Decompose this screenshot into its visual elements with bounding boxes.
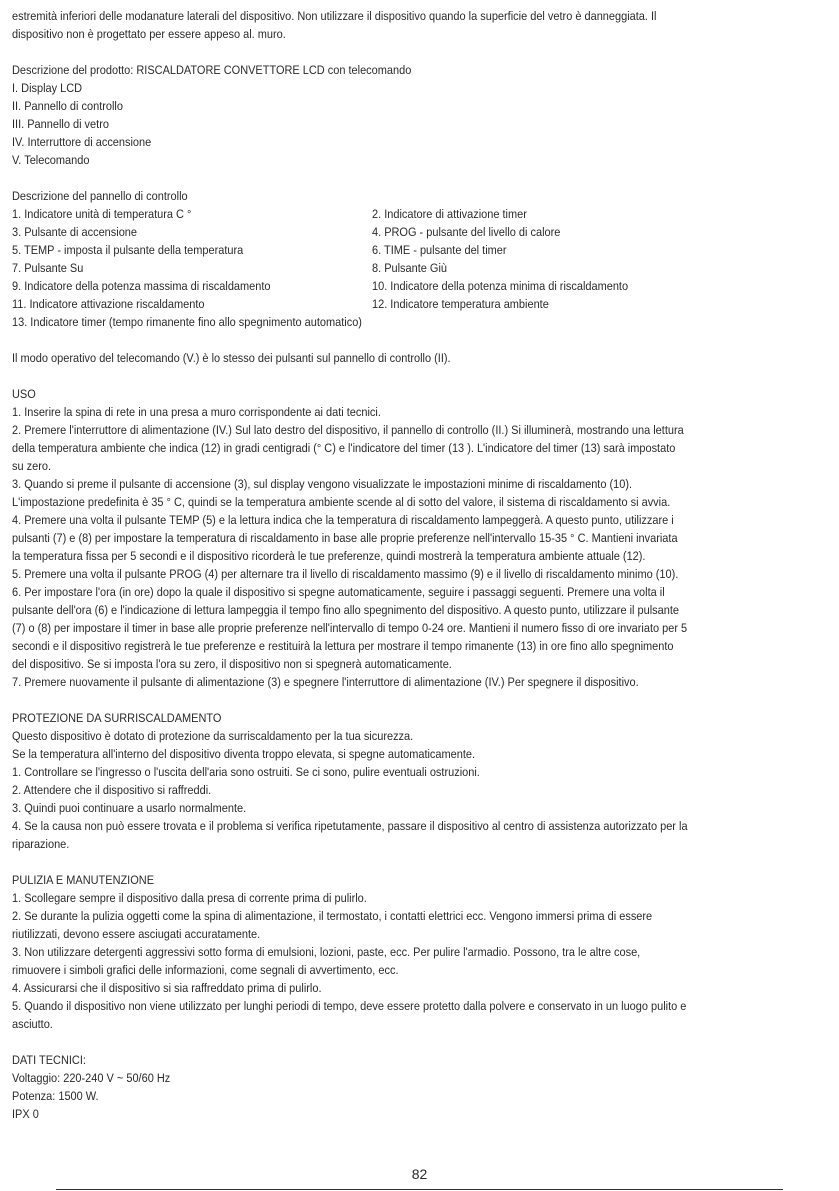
text-line: 2. Se durante la pulizia oggetti come la spina di alimentazione, il termostato, i contatti elettrici ecc. Vengono immersi prima di essere: [12, 909, 653, 923]
protezione-section: [12, 709, 827, 853]
text-line: dispositivo non è progettato per essere appeso al. muro.: [12, 27, 286, 41]
control-item: 2. Indicatore di attivazione timer: [372, 207, 527, 221]
control-panel-row: [12, 223, 827, 241]
remote-note: Il modo operativo del telecomando (V.) è lo stesso dei pulsanti sul pannello di controllo (II).: [12, 351, 451, 365]
control-panel-row: [12, 295, 827, 313]
text-line: 4. Se la causa non può essere trovata e il problema si verifica ripetutamente, passare il dispositivo al centro di assistenza autorizzato per la: [12, 819, 688, 833]
control-item: 1. Indicatore unità di temperatura C °: [12, 207, 192, 221]
control-panel-heading: Descrizione del pannello di controllo: [12, 189, 188, 203]
text-line: Questo dispositivo è dotato di protezione da surriscaldamento per la tua sicurezza.: [12, 729, 414, 743]
text-line: 1. Controllare se l'ingresso o l'uscita dell'aria sono ostruiti. Se ci sono, pulire eventuali ostruzioni.: [12, 765, 480, 779]
text-line: 3. Quando si preme il pulsante di accensione (3), sul display vengono visualizzate le impostazioni minime di riscaldamento (10).: [12, 477, 633, 491]
dati-heading: DATI TECNICI:: [12, 1053, 86, 1067]
text-line: IPX 0: [12, 1107, 39, 1121]
control-item: 5. TEMP - imposta il pulsante della temperatura: [12, 243, 244, 257]
document-page: [12, 7, 827, 1123]
text-line: (7) o (8) per impostare il timer in base alle proprie preferenze nell'intervallo di tempo 0-24 ore. Mantieni il numero fisso di ore invariato per 5: [12, 621, 688, 635]
text-line: Se la temperatura all'interno del dispositivo diventa troppo elevata, si spegne automaticamente.: [12, 747, 476, 761]
page-number: 82: [411, 1166, 428, 1182]
product-item: I. Display LCD: [12, 81, 83, 95]
control-item: 8. Pulsante Giù: [372, 261, 448, 275]
control-item: 3. Pulsante di accensione: [12, 225, 138, 239]
text-line: 7. Premere nuovamente il pulsante di alimentazione (3) e spegnere l'interruttore di alimentazione (IV.) Per spegnere il dispositivo.: [12, 675, 639, 689]
product-item: II. Pannello di controllo: [12, 99, 123, 113]
text-line: riparazione.: [12, 837, 70, 851]
text-line: 6. Per impostare l'ora (in ore) dopo la quale il dispositivo si spegne automaticamente, seguire i passaggi seguenti. Premere una volta il: [12, 585, 665, 599]
text-line: Voltaggio: 220-240 V ~ 50/60 Hz: [12, 1071, 171, 1085]
control-item: 13. Indicatore timer (tempo rimanente fino allo spegnimento automatico): [12, 315, 362, 329]
uso-section: [12, 385, 827, 691]
control-item: 11. Indicatore attivazione riscaldamento: [12, 297, 205, 311]
text-line: 2. Premere l'interruttore di alimentazione (IV.) Sul lato destro del dispositivo, il pannello di controllo (II.) Si illuminerà, mostrando una lettura: [12, 423, 684, 437]
text-line: pulsante dell'ora (6) e l'indicazione di lettura lampeggia il tempo fino allo spegnimento del dispositivo. A questo punto, utilizzare il pulsante: [12, 603, 679, 617]
text-line: della temperatura ambiente che indica (12) in gradi centigradi (° C) e l'indicatore del timer (13 ). L'indicatore del timer (13) sarà impostato: [12, 441, 676, 455]
control-panel-row: [12, 259, 827, 277]
text-line: 3. Non utilizzare detergenti aggressivi sotto forma di emulsioni, lozioni, paste, ecc. Per pulire l'armadio. Possono, tra le altre cose,: [12, 945, 641, 959]
control-panel-row: [12, 277, 827, 295]
text-line: su zero.: [12, 459, 52, 473]
text-line: 1. Scollegare sempre il dispositivo dalla presa di corrente prima di pulirlo.: [12, 891, 367, 905]
control-item: 4. PROG - pulsante del livello di calore: [372, 225, 561, 239]
text-line: 1. Inserire la spina di rete in una presa a muro corrispondente ai dati tecnici.: [12, 405, 381, 419]
text-line: rimuovere i simboli grafici delle informazioni, come segnali di avvertimento, ecc.: [12, 963, 399, 977]
product-heading: Descrizione del prodotto: RISCALDATORE CONVETTORE LCD con telecomando: [12, 63, 412, 77]
text-line: estremità inferiori delle modanature laterali del dispositivo. Non utilizzare il dispositivo quando la superficie del vetro è danneggiata. Il: [12, 9, 657, 23]
control-item: 6. TIME - pulsante del timer: [372, 243, 507, 257]
text-line: 3. Quindi puoi continuare a usarlo normalmente.: [12, 801, 247, 815]
product-item: V. Telecomando: [12, 153, 90, 167]
pulizia-heading: PULIZIA E MANUTENZIONE: [12, 873, 155, 887]
intro-paragraph: [12, 7, 827, 43]
text-line: 5. Quando il dispositivo non viene utilizzato per lunghi periodi di tempo, deve essere protetto dalla polvere e conservato in un luogo pulito e: [12, 999, 687, 1013]
protezione-heading: PROTEZIONE DA SURRISCALDAMENTO: [12, 711, 222, 725]
control-panel-row: [12, 205, 827, 223]
control-item: 12. Indicatore temperatura ambiente: [372, 297, 549, 311]
text-line: riutilizzati, devono essere asciugati accuratamente.: [12, 927, 261, 941]
text-line: pulsanti (7) e (8) per impostare la temperatura di riscaldamento in base alle proprie preferenze nell'intervallo 15-35 ° C. Mantieni invariata: [12, 531, 678, 545]
footer-rule: [56, 1189, 783, 1190]
product-item: IV. Interruttore di accensione: [12, 135, 152, 149]
text-line: Potenza: 1500 W.: [12, 1089, 99, 1103]
text-line: del dispositivo. Se si imposta l'ora su zero, il dispositivo non si spegnerà automaticamente.: [12, 657, 452, 671]
control-item: 7. Pulsante Su: [12, 261, 84, 275]
text-line: 4. Premere una volta il pulsante TEMP (5) e la lettura indica che la temperatura di riscaldamento lampeggerà. A questo punto, utilizzare i: [12, 513, 674, 527]
pulizia-section: [12, 871, 827, 1033]
dati-tecnici-section: [12, 1051, 827, 1123]
text-line: 2. Attendere che il dispositivo si raffreddi.: [12, 783, 212, 797]
control-item: 9. Indicatore della potenza massima di riscaldamento: [12, 279, 271, 293]
control-panel-description: [12, 187, 827, 331]
text-line: la temperatura fissa per 5 secondi e il dispositivo ricorderà le tue preferenze, quindi mostrerà la temperatura ambiente attuale (12).: [12, 549, 646, 563]
text-line: secondi e il dispositivo registrerà le tue preferenze e restituirà la lettura per mostrare il tempo rimanente (13) in ore fino allo spegnimento: [12, 639, 674, 653]
text-line: L'impostazione predefinita è 35 ° C, quindi se la temperatura ambiente scende al di sotto del valore, il sistema di riscaldamento si avvia.: [12, 495, 671, 509]
product-description: [12, 61, 827, 169]
uso-heading: USO: [12, 387, 36, 401]
text-line: 5. Premere una volta il pulsante PROG (4) per alternare tra il livello di riscaldamento massimo (9) e il livello di riscaldamento minimo (10).: [12, 567, 679, 581]
control-item: 10. Indicatore della potenza minima di riscaldamento: [372, 279, 629, 293]
product-item: III. Pannello di vetro: [12, 117, 109, 131]
text-line: asciutto.: [12, 1017, 53, 1031]
text-line: 4. Assicurarsi che il dispositivo si sia raffreddato prima di pulirlo.: [12, 981, 322, 995]
control-panel-row: [12, 241, 827, 259]
